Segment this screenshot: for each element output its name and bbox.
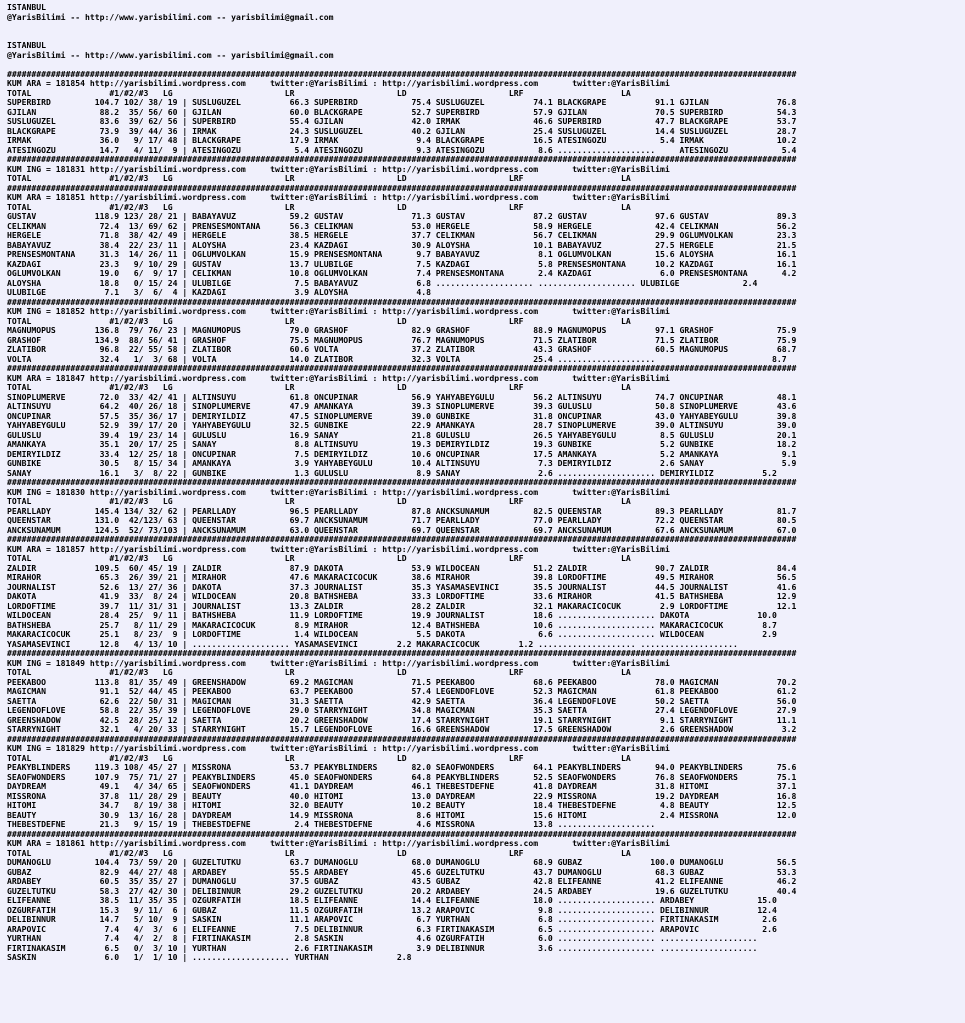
report-line: FIRTINAKASIM 6.5 0/ 3/ 10 | YURTHAN 2.6 FIRTINAKASIM 3.9 DELIBINNUR 3.6 .................... .................... xyxy=(7,942,758,953)
report-line: ISTANBUL xyxy=(7,40,46,50)
report-line: MAGNUMOPUS 136.8 79/ 76/ 23 | MAGNUMOPUS 79.0 GRASHOF 82.9 GRASHOF 88.9 MAGNUMOPUS 97.1 GRASHOF 75.9 xyxy=(7,325,797,335)
column-header: TOTAL #1/#2/#3 LG LR LD LRF LA xyxy=(7,315,631,326)
report-line: SASKIN 6.0 1/ 1/ 10 | .................... YURTHAN 2.8 xyxy=(7,952,412,962)
column-header: TOTAL #1/#2/#3 LG LR LD LRF LA xyxy=(7,667,631,677)
race-header: KUM ARA = 181861 http://yarisbilimi.wordpress.com twitter:@YarisBilimi : http://yarisbilimi.wordpress.com twitter:@YarisBilimi xyxy=(7,838,670,848)
section-divider: ################################################################################################################################################################## xyxy=(7,296,797,307)
report-line: DEMIRYILDIZ 33.4 12/ 25/ 18 | ONCUPINAR 7.5 DEMIRYILDIZ 10.6 ONCUPINAR 17.5 AMANKAYA 5.2 AMANKAYA 9.1 xyxy=(7,448,797,459)
section-divider: ################################################################################################################################################################## xyxy=(7,828,797,839)
column-header: TOTAL #1/#2/#3 LG LR LD LRF LA xyxy=(7,847,631,858)
column-header: TOTAL #1/#2/#3 LG LR LD LRF LA xyxy=(7,553,631,563)
report-line: SEAOFWONDERS 107.9 75/ 71/ 27 | PEAKYBLINDERS 45.0 SEAOFWONDERS 64.8 PEAKYBLINDERS 52.5 SEAOFWONDERS 76.8 SEAOFWONDERS 75.1 xyxy=(7,771,797,782)
report-line: LORDOFTIME 39.7 11/ 31/ 31 | JOURNALIST 13.3 ZALDIR 28.2 ZALDIR 32.1 MAKARACICOCUK 2.9 LORDOFTIME 12.1 xyxy=(7,600,797,611)
report-line: MAGICMAN 91.1 52/ 44/ 45 | PEEKABOO 63.7 PEEKABOO 57.4 LEGENDOFLOVE 52.3 MAGICMAN 61.8 PEEKABOO 61.2 xyxy=(7,686,797,696)
report-line: SANAY 16.1 3/ 8/ 22 | GUNBIKE 1.3 GULUSLU 8.9 SANAY 2.6 .................... DEMIRYILDIZ 5.2 xyxy=(7,467,777,478)
race-report-text xyxy=(7,41,960,963)
report-line: ANCKSUNAMUM 124.5 52/ 73/103 | ANCKSUNAMUM 63.0 QUEENSTAR 69.7 QUEENSTAR 69.7 ANCKSUNAMUM 67.6 ANCKSUNAMUM 67.0 xyxy=(7,524,797,535)
report-line: PRENSESMONTANA 31.3 14/ 26/ 11 | OGLUMVOLKAN 15.9 PRENSESMONTANA 9.7 BABAYAVUZ 8.1 OGLUMVOLKAN 15.6 ALOYSHA 16.1 xyxy=(7,249,797,259)
report-line: GULUSLU 39.4 19/ 23/ 14 | GULUSLU 16.9 SANAY 21.8 GULUSLU 26.5 YAHYABEYGULU 8.5 GULUSLU 20.1 xyxy=(7,429,797,440)
report-line: MIRAHOR 65.3 26/ 39/ 21 | MIRAHOR 47.6 MAKARACICOCUK 38.6 MIRAHOR 39.8 LORDOFTIME 49.5 MIRAHOR 56.5 xyxy=(7,572,797,582)
report-line: BABAYAVUZ 38.4 22/ 23/ 11 | ALOYSHA 23.4 KAZDAGI 30.9 ALOYSHA 10.1 BABAYAVUZ 27.5 HERGELE 21.5 xyxy=(7,239,797,250)
report-line: PEEKABOO 113.8 81/ 35/ 49 | GREENSHADOW 69.2 MAGICMAN 71.5 PEEKABOO 68.6 PEEKABOO 78.0 MAGICMAN 70.2 xyxy=(7,676,797,687)
report-line: SINOPLUMERVE 72.0 33/ 42/ 41 | ALTINSUYU 61.8 ONCUPINAR 56.9 YAHYABEYGULU 56.2 ALTINSUYU 74.7 ONCUPINAR 48.1 xyxy=(7,391,797,402)
report-line: HERGELE 71.8 38/ 42/ 49 | HERGELE 38.5 HERGELE 37.7 CELIKMAN 56.7 CELIKMAN 29.9 OGLUMVOLKAN 23.3 xyxy=(7,230,797,240)
report-line: DAKOTA 41.9 33/ 8/ 24 | WILDOCEAN 20.8 BATHSHEBA 33.3 LORDOFTIME 33.6 MIRAHOR 41.5 BATHSHEBA 12.9 xyxy=(7,591,797,601)
report-line: GREENSHADOW 42.5 28/ 25/ 12 | SAETTA 20.2 GREENSHADOW 17.4 STARRYNIGHT 19.1 STARRYNIGHT 9.1 STARRYNIGHT 11.1 xyxy=(7,714,797,725)
report-line: OZGURFATIH 15.3 9/ 11/ 6 | GUBAZ 11.5 OZGURFATIH 13.2 ARAPOVIC 9.8 .................... DELIBINNUR 12.4 xyxy=(7,904,777,915)
header-city: ISTANBUL xyxy=(7,2,46,12)
header-contact: @YarisBilimi -- http://www.yarisbilimi.com -- yarisbilimi@gmail.com xyxy=(7,11,334,22)
report-line: ZALDIR 109.5 60/ 45/ 19 | ZALDIR 87.9 DAKOTA 53.9 WILDOCEAN 51.2 ZALDIR 90.7 ZALDIR 84.4 xyxy=(7,562,797,573)
report-line: WILDOCEAN 28.4 25/ 9/ 11 | BATHSHEBA 11.9 LORDOFTIME 19.9 JOURNALIST 18.6 .................... DAKOTA 10.0 xyxy=(7,610,777,620)
race-header: KUM ING = 181849 http://yarisbilimi.wordpress.com twitter:@YarisBilimi : http://yarisbilimi.wordpress.com twitter:@YarisBilimi xyxy=(7,657,670,668)
report-line: MAKARACICOCUK 25.1 8/ 23/ 9 | LORDOFTIME 1.4 WILDOCEAN 5.5 DAKOTA 6.6 .................... WILDOCEAN 2.9 xyxy=(7,629,777,639)
report-line: GJILAN 88.2 35/ 56/ 60 | GJILAN 60.0 BLACKGRAPE 52.7 SUPERBIRD 57.9 GJILAN 70.5 SUPERBIRD 54.3 xyxy=(7,106,797,117)
report-line: PEAKYBLINDERS 119.3 108/ 45/ 27 | MISSRONA 53.7 PEAKYBLINDERS 82.0 SEAOFWONDERS 64.1 PEAKYBLINDERS 94.0 PEAKYBLINDERS 75.6 xyxy=(7,762,797,772)
report-line: GUZELTUTKU 58.3 27/ 42/ 30 | DELIBINNUR 29.2 GUZELTUTKU 20.2 ARDABEY 24.5 ARDABEY 19.6 GUZELTUTKU 40.4 xyxy=(7,885,797,896)
report-line: OGLUMVOLKAN 19.0 6/ 9/ 17 | CELIKMAN 10.8 OGLUMVOLKAN 7.4 PRENSESMONTANA 2.4 KAZDAGI 6.0 PRENSESMONTANA 4.2 xyxy=(7,268,797,278)
report-line: ARAPOVIC 7.4 4/ 3/ 6 | ELIFEANNE 7.5 DELIBINNUR 6.3 FIRTINAKASIM 6.5 .................... ARAPOVIC 2.6 xyxy=(7,923,777,934)
report-line: ULUBILGE 7.1 3/ 6/ 4 | KAZDAGI 3.9 ALOYSHA 4.8 xyxy=(7,287,431,297)
report-line: AMANKAYA 35.1 20/ 17/ 25 | SANAY 8.8 ALTINSUYU 19.3 DEMIRYILDIZ 19.3 GUNBIKE 5.2 GUNBIKE 18.2 xyxy=(7,439,797,449)
section-divider: ################################################################################################################################################################## xyxy=(7,477,797,487)
report-line: DELIBINNUR 14.7 5/ 10/ 9 | SASKIN 11.1 ARAPOVIC 6.7 YURTHAN 6.8 .................... FIRTINAKASIM 2.6 xyxy=(7,914,777,924)
column-header: TOTAL #1/#2/#3 LG LR LD LRF LA xyxy=(7,382,631,392)
report-line: SAETTA 62.6 22/ 50/ 31 | MAGICMAN 31.3 SAETTA 42.9 SAETTA 36.4 LEGENDOFLOVE 50.2 SAETTA 56.0 xyxy=(7,695,797,706)
race-header: KUM ARA = 181847 http://yarisbilimi.wordpress.com twitter:@YarisBilimi : http://yarisbilimi.wordpress.com twitter:@YarisBilimi xyxy=(7,372,670,383)
race-header: KUM ING = 181830 http://yarisbilimi.wordpress.com twitter:@YarisBilimi : http://yarisbilimi.wordpress.com twitter:@YarisBilimi xyxy=(7,486,670,497)
report-line: ZLATIBOR 96.8 22/ 55/ 58 | ZLATIBOR 60.6 VOLTA 37.2 ZLATIBOR 43.3 GRASHOF 60.5 MAGNUMOPUS 68.7 xyxy=(7,344,797,354)
report-line: GUNBIKE 30.5 8/ 15/ 34 | AMANKAYA 3.9 YAHYABEYGULU 10.4 ALTINSUYU 7.3 DEMIRYILDIZ 2.6 SANAY 5.9 xyxy=(7,458,797,468)
race-header: KUM ARA = 181854 http://yarisbilimi.wordpress.com twitter:@YarisBilimi : http://yarisbilimi.wordpress.com twitter:@YarisBilimi xyxy=(7,78,670,88)
report-line: YASAMASEVINCI 12.8 4/ 13/ 10 | .................... YASAMASEVINCI 2.2 MAKARACICOCUK 1.2 .................... .................... xyxy=(7,638,738,649)
report-line: DUMANOGLU 104.4 73/ 59/ 20 | GUZELTUTKU 63.7 DUMANOGLU 68.0 DUMANOGLU 68.9 GUBAZ 100.0 DUMANOGLU 56.5 xyxy=(7,857,797,867)
report-line: YAHYABEYGULU 52.9 39/ 17/ 20 | YAHYABEYGULU 32.5 GUNBIKE 22.9 AMANKAYA 28.7 SINOPLUMERVE 39.0 ALTINSUYU 39.0 xyxy=(7,420,797,430)
section-divider: ################################################################################################################################################################## xyxy=(7,534,797,544)
report-line: CELIKMAN 72.4 13/ 69/ 62 | PRENSESMONTANA 56.3 CELIKMAN 53.0 HERGELE 58.9 HERGELE 42.4 CELIKMAN 56.2 xyxy=(7,220,797,231)
section-divider: ################################################################################################################################################################## xyxy=(7,68,797,79)
column-header: TOTAL #1/#2/#3 LG LR LD LRF LA xyxy=(7,201,631,212)
report-line: BLACKGRAPE 73.9 39/ 44/ 36 | IRMAK 24.3 SUSLUGUZEL 40.2 GJILAN 25.4 SUSLUGUZEL 14.4 SUSLUGUZEL 28.7 xyxy=(7,125,797,136)
report-line: JOURNALIST 52.6 13/ 27/ 36 | DAKOTA 37.3 JOURNALIST 35.3 YASAMASEVINCI 35.5 JOURNALIST 44.5 JOURNALIST 41.6 xyxy=(7,581,797,592)
race-header: KUM ING = 181831 http://yarisbilimi.wordpress.com twitter:@YarisBilimi : http://yarisbilimi.wordpress.com twitter:@YarisBilimi xyxy=(7,163,670,174)
column-header: TOTAL #1/#2/#3 LG LR LD LRF LA xyxy=(7,173,631,183)
report-line: MISSRONA 37.8 11/ 28/ 29 | BEAUTY 40.0 HITOMI 13.0 DAYDREAM 22.9 MISSRONA 19.2 DAYDREAM 16.8 xyxy=(7,790,797,801)
report-line: QUEENSTAR 131.0 42/123/ 63 | QUEENSTAR 69.7 ANCKSUNAMUM 71.7 PEARLLADY 77.0 PEARLLADY 72.2 QUEENSTAR 80.5 xyxy=(7,515,797,525)
race-header: KUM ARA = 181857 http://yarisbilimi.wordpress.com twitter:@YarisBilimi : http://yarisbilimi.wordpress.com twitter:@YarisBilimi xyxy=(7,543,670,554)
report-line: BEAUTY 30.9 13/ 16/ 28 | DAYDREAM 14.9 MISSRONA 8.6 HITOMI 15.6 HITOMI 2.4 MISSRONA 12.0 xyxy=(7,809,797,820)
report-line: ATESINGOZU 14.7 4/ 11/ 9 | ATESINGOZU 5.4 ATESINGOZU 9.3 ATESINGOZU 8.6 .................... ATESINGOZU 5.4 xyxy=(7,144,797,155)
report-line: SUPERBIRD 104.7 102/ 38/ 19 | SUSLUGUZEL 66.3 SUPERBIRD 75.4 SUSLUGUZEL 74.1 BLACKGRAPE 91.1 GJILAN 76.8 xyxy=(7,97,797,107)
report-line: ELIFEANNE 38.5 11/ 35/ 35 | OZGURFATIH 18.5 ELIFEANNE 14.4 ELIFEANNE 18.0 .................... ARDABEY 15.0 xyxy=(7,895,777,905)
report-line: GRASHOF 134.9 88/ 56/ 41 | GRASHOF 75.5 MAGNUMOPUS 76.7 MAGNUMOPUS 71.5 ZLATIBOR 71.5 ZLATIBOR 75.9 xyxy=(7,334,797,345)
section-divider: ################################################################################################################################################################## xyxy=(7,648,797,658)
column-header: TOTAL #1/#2/#3 LG LR LD LRF LA xyxy=(7,87,631,98)
race-header: KUM ING = 181852 http://yarisbilimi.wordpress.com twitter:@YarisBilimi : http://yarisbilimi.wordpress.com twitter:@YarisBilimi xyxy=(7,306,670,316)
report-line: PEARLLADY 145.4 134/ 32/ 62 | PEARLLADY 96.5 PEARLLADY 87.8 ANCKSUNAMUM 82.5 QUEENSTAR 89.3 PEARLLADY 81.7 xyxy=(7,505,797,516)
report-line: HITOMI 34.7 8/ 19/ 38 | HITOMI 32.0 BEAUTY 10.2 BEAUTY 18.4 THEBESTDEFNE 4.8 BEAUTY 12.5 xyxy=(7,800,797,810)
report-line: THEBESTDEFNE 21.3 9/ 15/ 19 | THEBESTDEFNE 2.4 THEBESTDEFNE 4.6 MISSRONA 13.8 .................... xyxy=(7,819,656,829)
race-header: KUM ING = 181829 http://yarisbilimi.wordpress.com twitter:@YarisBilimi : http://yarisbilimi.wordpress.com twitter:@YarisBilimi xyxy=(7,743,670,753)
report-line: GUBAZ 82.9 44/ 27/ 48 | ARDABEY 55.5 ARDABEY 45.6 GUZELTUTKU 43.7 DUMANOGLU 68.3 GUBAZ 53.3 xyxy=(7,866,797,877)
race-header: KUM ARA = 181851 http://yarisbilimi.wordpress.com twitter:@YarisBilimi : http://yarisbilimi.wordpress.com twitter:@YarisBilimi xyxy=(7,192,670,202)
report-line: GUSTAV 118.9 123/ 28/ 21 | BABAYAVUZ 59.2 GUSTAV 71.3 GUSTAV 87.2 GUSTAV 97.6 GUSTAV 89.3 xyxy=(7,211,797,221)
section-divider: ################################################################################################################################################################## xyxy=(7,182,797,193)
report-line: ARDABEY 60.5 35/ 35/ 27 | DUMANOGLU 37.5 GUBAZ 43.5 GUBAZ 42.8 ELIFEANNE 41.2 ELIFEANNE 46.2 xyxy=(7,876,797,886)
report-line: IRMAK 36.0 9/ 17/ 48 | BLACKGRAPE 17.9 IRMAK 9.4 BLACKGRAPE 16.5 ATESINGOZU 5.4 IRMAK 10.2 xyxy=(7,135,797,145)
report-line: KAZDAGI 23.3 9/ 10/ 29 | GUSTAV 13.7 ULUBILGE 7.5 KAZDAGI 5.8 PRENSESMONTANA 10.2 KAZDAGI 16.1 xyxy=(7,258,797,269)
page-header xyxy=(7,3,960,22)
report-line: BATHSHEBA 25.7 8/ 11/ 29 | MAKARACICOCUK 8.9 MIRAHOR 12.4 BATHSHEBA 10.6 .................... MAKARACICOCUK 8.7 xyxy=(7,619,777,630)
column-header: TOTAL #1/#2/#3 LG LR LD LRF LA xyxy=(7,752,631,763)
section-divider: ################################################################################################################################################################## xyxy=(7,154,797,164)
report-line: ONCUPINAR 57.5 35/ 36/ 17 | DEMIRYILDIZ 47.5 SINOPLUMERVE 39.0 GUNBIKE 31.8 ONCUPINAR 43.0 YAHYABEYGULU 39.8 xyxy=(7,410,797,421)
report-line: ALOYSHA 18.8 0/ 15/ 24 | ULUBILGE 7.5 BABAYAVUZ 6.8 .................... .................... ULUBILGE 2.4 xyxy=(7,277,758,288)
report-line: ALTINSUYU 64.2 40/ 26/ 18 | SINOPLUMERVE 47.9 AMANKAYA 39.3 SINOPLUMERVE 39.3 GULUSLU 50.8 SINOPLUMERVE 43.6 xyxy=(7,401,797,411)
report-line: VOLTA 32.4 1/ 3/ 68 | VOLTA 14.0 ZLATIBOR 32.3 VOLTA 25.4 .................... 8.7 xyxy=(7,353,787,364)
column-header: TOTAL #1/#2/#3 LG LR LD LRF LA xyxy=(7,496,631,506)
section-divider: ################################################################################################################################################################## xyxy=(7,733,797,744)
report-line: @YarisBilimi -- http://www.yarisbilimi.com -- yarisbilimi@gmail.com xyxy=(7,49,334,60)
report-line: DAYDREAM 49.1 4/ 34/ 65 | SEAOFWONDERS 41.1 DAYDREAM 46.1 THEBESTDEFNE 41.8 DAYDREAM 31.8 HITOMI 37.1 xyxy=(7,781,797,791)
report-line: SUSLUGUZEL 83.6 39/ 62/ 56 | SUPERBIRD 55.4 GJILAN 42.0 IRMAK 46.6 SUPERBIRD 47.7 BLACKGRAPE 53.7 xyxy=(7,116,797,126)
section-divider: ################################################################################################################################################################## xyxy=(7,363,797,373)
report-line: STARRYNIGHT 32.1 4/ 20/ 33 | STARRYNIGHT 15.7 LEGENDOFLOVE 16.6 GREENSHADOW 17.5 GREENSHADOW 2.6 GREENSHADOW 3.2 xyxy=(7,724,797,734)
report-line: YURTHAN 7.4 4/ 2/ 8 | FIRTINAKASIM 2.8 SASKIN 4.6 OZGURFATIH 6.0 .................... .................... xyxy=(7,933,758,943)
report-line: LEGENDOFLOVE 58.8 22/ 35/ 39 | LEGENDOFLOVE 29.0 STARRYNIGHT 34.8 MAGICMAN 35.3 SAETTA 27.4 LEGENDOFLOVE 27.9 xyxy=(7,705,797,715)
